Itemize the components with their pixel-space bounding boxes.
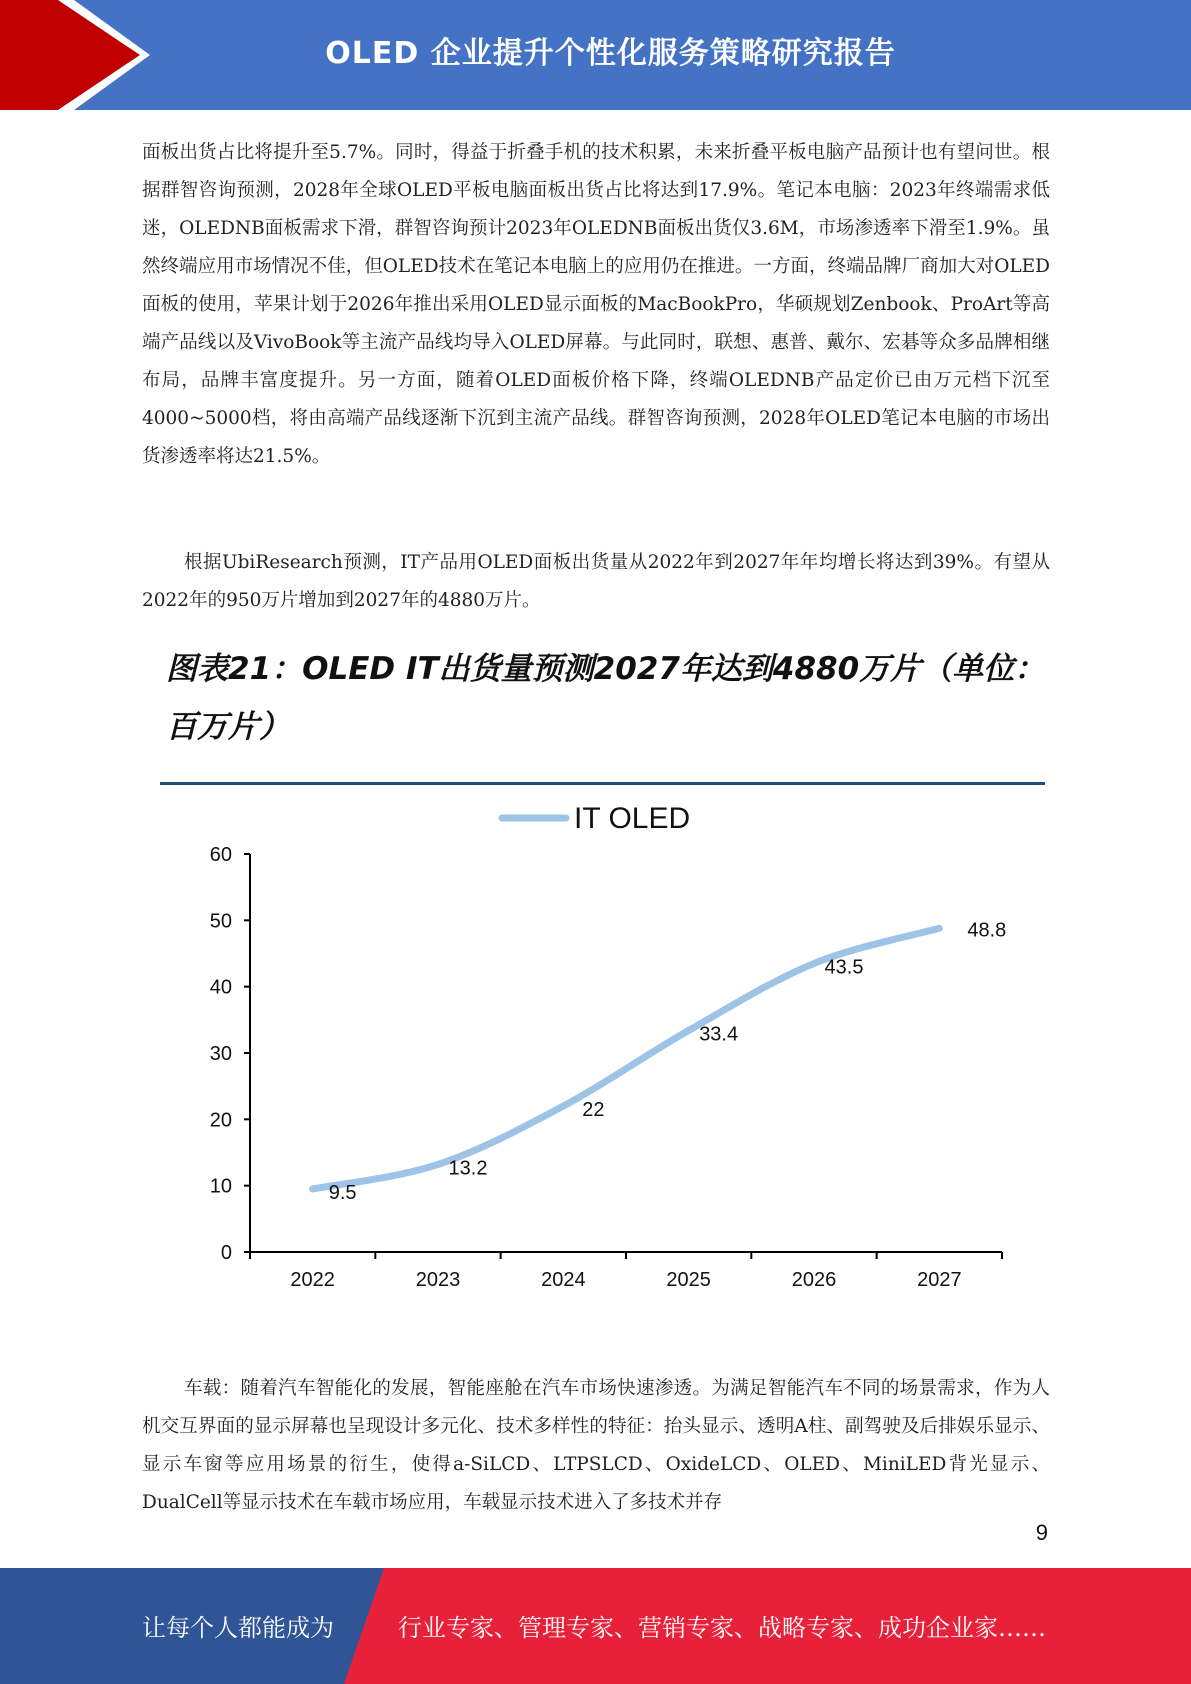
figure-divider	[160, 782, 1045, 785]
page-header	[0, 0, 1191, 110]
paragraph-automotive: 车载：随着汽车智能化的发展，智能座舱在汽车市场快速渗透。为满足智能汽车不同的场景需求，作为人机交互界面的显示屏幕也呈现设计多元化、技术多样性的特征：抬头显示、透明A柱、副驾驶及后排娱乐显示、显示车窗等应用场景的衍生，使得a-SiLCD、LTPSLCD、OxideLCD、OLED、MiniLED背光显示、DualCell等显示技术在车载市场应用，车载显示技术进入了多技术并存	[142, 1378, 1050, 1513]
y-tick-label: 40	[209, 976, 232, 999]
data-label: 33.4	[699, 1023, 739, 1046]
page-number: 9	[1035, 1520, 1048, 1545]
footer-slogan-right: 行业专家、管理专家、营销专家、战略专家、成功企业家……	[398, 1614, 1046, 1642]
page-footer	[0, 1568, 1191, 1684]
y-tick-label: 50	[209, 910, 232, 933]
x-tick-label: 2023	[415, 1269, 461, 1290]
x-tick-label: 2027	[917, 1269, 962, 1290]
data-label: 9.5	[328, 1181, 357, 1204]
footer-slogan-left: 让每个人都能成为	[142, 1614, 334, 1642]
y-tick-label: 0	[220, 1242, 232, 1264]
y-tick-label: 30	[209, 1043, 232, 1065]
legend-label: IT OLED	[574, 802, 691, 835]
x-tick-label: 2026	[791, 1269, 837, 1290]
x-tick-label: 2025	[666, 1269, 711, 1290]
data-label: 13.2	[448, 1157, 488, 1180]
figure-caption: 图表21：OLED IT出货量预测2027年达到4880万片（单位：百万片）	[166, 651, 1046, 745]
y-tick-label: 60	[209, 844, 232, 866]
paragraph-laptop-market: 面板出货占比将提升至5.7%。同时，得益于折叠手机的技术积累，未来折叠平板电脑产品预计也有望问世。根据群智咨询预测，2028年全球OLED平板电脑面板出货占比将达到17.9%。笔记本电脑：2023年终端需求低迷，OLEDNB面板需求下滑，群智咨询预计2023年OLEDNB面板出货仅3.6M，市场渗透率下滑至1.9%。虽然终端应用市场情况不佳，但OLED技术在笔记本电脑上的应用仍在推进。一方面，终端品牌厂商加大对OLED面板的使用，苹果计划于2026年推出采用OLED显示面板的MacBookPro，华硕规划Zenbook、ProArt等高端产品线以及VivoBook等主流产品线均导入OLED屏幕。与此同时，联想、惠普、戴尔、宏碁等众多品牌相继布局，品牌丰富度提升。另一方面，随着OLED面板价格下降，终端OLEDNB产品定价已由万元档下沉至4000~5000档，将由高端产品线逐渐下沉到主流产品线。群智咨询预测，2028年OLED笔记本电脑的市场出货渗透率将达21.5%。	[142, 142, 1050, 467]
report-title: OLED 企业提升个性化服务策略研究报告	[325, 36, 896, 71]
y-tick-label: 10	[209, 1175, 232, 1198]
y-tick-label: 20	[209, 1109, 232, 1132]
x-tick-label: 2024	[541, 1269, 586, 1290]
it-oled-line-chart	[180, 790, 1030, 1290]
data-label: 48.8	[967, 919, 1007, 942]
data-label: 43.5	[824, 956, 864, 979]
data-label: 22	[582, 1099, 605, 1122]
x-tick-label: 2022	[290, 1269, 335, 1290]
paragraph-it-forecast: 根据UbiResearch预测，IT产品用OLED面板出货量从2022年到2027年年均增长将达到39%。有望从2022年的950万片增加到2027年的4880万片。	[142, 552, 1050, 611]
